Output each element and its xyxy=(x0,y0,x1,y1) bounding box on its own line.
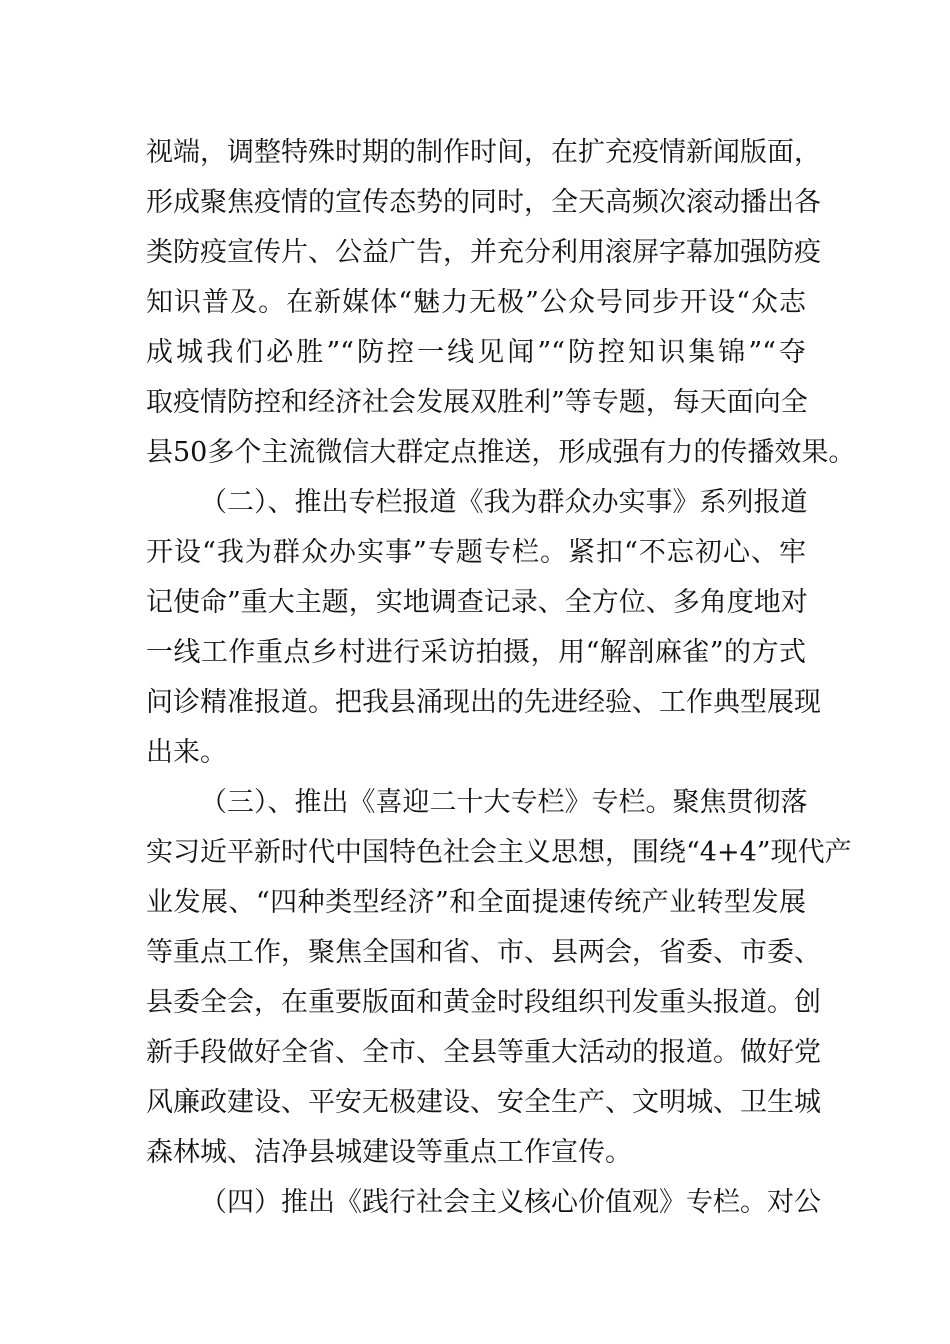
section-heading-4: （四）推出《践行社会主义核心价值观》专栏。对公 xyxy=(200,1187,821,1218)
paragraph-line: 问诊精准报道。把我县涌现出的先进经验、工作典型展现 xyxy=(146,687,821,718)
paragraph-line: 知识普及。在新媒体“魅力无极”公众号同步开设“众志 xyxy=(146,287,806,318)
body-text xyxy=(146,128,856,1228)
paragraph-line: 县委全会，在重要版面和黄金时段组织刊发重头报道。创 xyxy=(146,987,821,1018)
paragraph-line: 风廉政建设、平安无极建设、安全生产、文明城、卫生城 xyxy=(146,1087,821,1118)
paragraph-line: 类防疫宣传片、公益广告，并充分利用滚屏字幕加强防疫 xyxy=(146,237,821,268)
paragraph-line: 开设“我为群众办实事”专题专栏。紧扣“不忘初心、牢 xyxy=(146,537,806,568)
paragraph-line: 县50多个主流微信大群定点推送，形成强有力的传播效果。 xyxy=(146,437,856,468)
section-heading-3: （三）、推出《喜迎二十大专栏》专栏。聚焦贯彻落 xyxy=(200,787,808,818)
paragraph-line: 一线工作重点乡村进行采访拍摄，用“解剖麻雀”的方式 xyxy=(146,637,806,668)
paragraph-line: 森林城、洁净县城建设等重点工作宣传。 xyxy=(146,1137,632,1168)
paragraph-line: 成城我们必胜”“防控一线见闻”“防控知识集锦”“夺 xyxy=(146,337,806,368)
paragraph-line: 取疫情防控和经济社会发展双胜利”等专题，每天面向全 xyxy=(146,387,808,418)
paragraph-line: 视端，调整特殊时期的制作时间，在扩充疫情新闻版面， xyxy=(146,137,821,168)
paragraph-line: 新手段做好全省、全市、全县等重大活动的报道。做好党 xyxy=(146,1037,821,1068)
paragraph-line: 实习近平新时代中国特色社会主义思想，围绕“4+4”现代产 xyxy=(146,837,852,868)
section-heading-2: （二）、推出专栏报道《我为群众办实事》系列报道 xyxy=(200,487,808,518)
paragraph-line: 形成聚焦疫情的宣传态势的同时，全天高频次滚动播出各 xyxy=(146,187,821,218)
paragraph-line: 记使命”重大主题，实地调查记录、全方位、多角度地对 xyxy=(146,587,808,618)
paragraph-line: 出来。 xyxy=(146,737,227,768)
paragraph-line: 等重点工作，聚焦全国和省、市、县两会，省委、市委、 xyxy=(146,937,821,968)
paragraph-line: 业发展、“四种类型经济”和全面提速传统产业转型发展 xyxy=(146,887,806,918)
